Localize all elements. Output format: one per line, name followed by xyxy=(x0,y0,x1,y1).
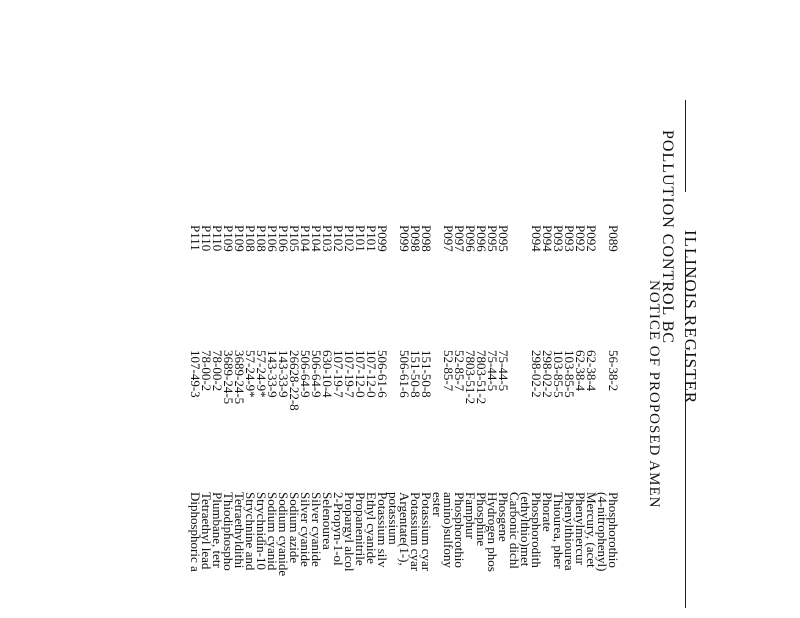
name-cell: ester xyxy=(430,492,445,517)
cas-cell: 298-02-2 xyxy=(529,350,544,398)
name-cell: Mercury, (acet xyxy=(584,492,599,568)
cas-cell: 143-33-9 xyxy=(265,350,280,398)
code-cell: P092 xyxy=(584,225,599,252)
cas-cell: 143-33-9 xyxy=(276,350,291,398)
name-cell: Thiodiphospho xyxy=(221,492,236,571)
name-cell: Sodium cyanide xyxy=(276,492,291,577)
code-cell: P098 xyxy=(408,225,423,252)
notice-heading: NOTICE OF PROPOSED AMEN xyxy=(646,280,662,509)
cas-cell: 107-12-0 xyxy=(353,350,368,398)
name-cell: Diphosphoric a xyxy=(188,492,203,572)
name-cell: Phenylmercur xyxy=(573,492,588,565)
name-cell: potassium xyxy=(386,492,401,545)
name-cell: Argentate(1-), xyxy=(397,492,412,566)
name-cell: Phosgene xyxy=(496,492,511,542)
code-cell: P097 xyxy=(441,225,456,252)
register-title: ILLINOIS REGISTER xyxy=(681,230,700,405)
cas-cell: 151-50-8 xyxy=(408,350,423,398)
code-cell: P099 xyxy=(397,225,412,252)
cas-cell: 57-24-9* xyxy=(254,350,269,398)
code-cell: P101 xyxy=(353,225,368,252)
name-cell: Silver cyanide xyxy=(309,492,324,567)
cas-cell: 506-64-9 xyxy=(309,350,324,398)
name-cell: amino)sulfony xyxy=(441,492,456,568)
code-cell: P108 xyxy=(254,225,269,252)
cas-column xyxy=(190,350,619,411)
cas-cell: 78-00-2 xyxy=(210,350,225,392)
code-cell: P102 xyxy=(342,225,357,252)
code-cell: P106 xyxy=(265,225,280,252)
code-cell: P111 xyxy=(188,225,203,251)
code-cell: P108 xyxy=(243,225,258,252)
code-cell: P110 xyxy=(210,225,225,252)
code-cell: P098 xyxy=(419,225,434,252)
name-cell: Tetraethyl lead xyxy=(199,492,214,570)
cas-cell: 630-10-4 xyxy=(320,350,335,398)
cas-cell: 506-61-6 xyxy=(375,350,390,398)
code-cell: P106 xyxy=(276,225,291,252)
cas-cell: 56-38-2 xyxy=(606,350,621,392)
name-cell: Phosphorothio xyxy=(452,492,467,568)
cas-cell: 26628-22-8 xyxy=(287,350,302,411)
name-cell: Phosphorodith xyxy=(529,492,544,568)
code-cell: P101 xyxy=(364,225,379,252)
code-cell: P094 xyxy=(529,225,544,252)
name-cell: Ethyl cyanide xyxy=(364,492,379,564)
name-cell: Famphur xyxy=(463,492,478,539)
cas-cell: 75-44-5 xyxy=(485,350,500,392)
code-cell: P102 xyxy=(331,225,346,252)
code-cell: P104 xyxy=(298,225,313,252)
cas-cell: 78-00-2 xyxy=(199,350,214,392)
code-cell: P095 xyxy=(485,225,500,252)
margin-rule xyxy=(685,100,686,192)
name-column xyxy=(190,492,619,576)
code-cell: P089 xyxy=(606,225,621,252)
code-column xyxy=(190,225,619,252)
name-cell: Strychnine and xyxy=(243,492,258,571)
cas-cell: 506-64-9 xyxy=(298,350,313,398)
board-subtitle: POLLUTION CONTROL BC xyxy=(659,130,676,345)
name-cell: (ethylthio)met xyxy=(518,492,533,567)
cas-cell: 107-19-7 xyxy=(331,350,346,398)
cas-cell: 151-50-8 xyxy=(419,350,434,398)
cas-cell: 103-85-5 xyxy=(551,350,566,398)
code-cell: P092 xyxy=(573,225,588,252)
cas-cell: 62-38-4 xyxy=(573,350,588,392)
name-cell: Hydrogen phos xyxy=(485,492,500,572)
cas-cell: 3689-24-5 xyxy=(232,350,247,405)
name-cell: (4-nitrophenyl) xyxy=(595,492,610,572)
code-cell: P093 xyxy=(551,225,566,252)
cas-cell: 506-61-6 xyxy=(397,350,412,398)
name-cell: Propanenitrile xyxy=(353,492,368,566)
code-cell: P097 xyxy=(452,225,467,252)
code-cell: P093 xyxy=(562,225,577,252)
cas-cell: 107-49-3 xyxy=(188,350,203,398)
name-cell: Sodium cyanid xyxy=(265,492,280,571)
name-cell: Carbonic dichl xyxy=(507,492,522,569)
name-cell: Potassium silv xyxy=(375,492,390,568)
cas-cell: 7803-51-2 xyxy=(474,350,489,405)
code-cell: P109 xyxy=(232,225,247,252)
name-cell: Phenylthiourea xyxy=(562,492,577,571)
cas-cell: 7803-51-2 xyxy=(463,350,478,405)
code-cell: P110 xyxy=(199,225,214,252)
code-cell: P096 xyxy=(463,225,478,252)
name-cell: 2-Propyn-1-ol xyxy=(331,492,346,566)
code-cell: P096 xyxy=(474,225,489,252)
name-cell: Selenourea xyxy=(320,492,335,550)
name-cell: Potassium cyar xyxy=(408,492,423,572)
name-cell: Phorate xyxy=(540,492,555,532)
name-cell: Sodium azide xyxy=(287,492,302,564)
name-cell: Phosphorothio xyxy=(606,492,621,568)
name-cell: Strychnidin-10 xyxy=(254,492,269,570)
cas-cell: 52-85-7 xyxy=(441,350,456,392)
code-cell: P103 xyxy=(320,225,335,252)
code-cell: P109 xyxy=(221,225,236,252)
name-cell: Silver cyanide xyxy=(298,492,313,567)
code-cell: P099 xyxy=(375,225,390,252)
name-cell: Potassium cyar xyxy=(419,492,434,572)
name-cell: Tetraethyldithi xyxy=(232,492,247,569)
name-cell: Thiourea, pher xyxy=(551,492,566,569)
cas-cell: 62-38-4 xyxy=(584,350,599,392)
cas-cell: 103-85-5 xyxy=(562,350,577,398)
cas-cell: 57-24-9* xyxy=(243,350,258,398)
cas-cell: 75-44-5 xyxy=(496,350,511,392)
code-cell: P095 xyxy=(496,225,511,252)
name-cell: Phosphine xyxy=(474,492,489,547)
cas-cell: 107-19-7 xyxy=(342,350,357,398)
code-cell: P094 xyxy=(540,225,555,252)
cas-cell: 52-85-7 xyxy=(452,350,467,392)
cas-cell: 298-02-2 xyxy=(540,350,555,398)
cas-cell: 107-12-0 xyxy=(364,350,379,398)
name-cell: Plumbane, tetr xyxy=(210,492,225,568)
code-cell: P104 xyxy=(309,225,324,252)
code-cell: P105 xyxy=(287,225,302,252)
name-cell: Propargyl alcol xyxy=(342,492,357,572)
cas-cell: 3689-24-5 xyxy=(221,350,236,405)
